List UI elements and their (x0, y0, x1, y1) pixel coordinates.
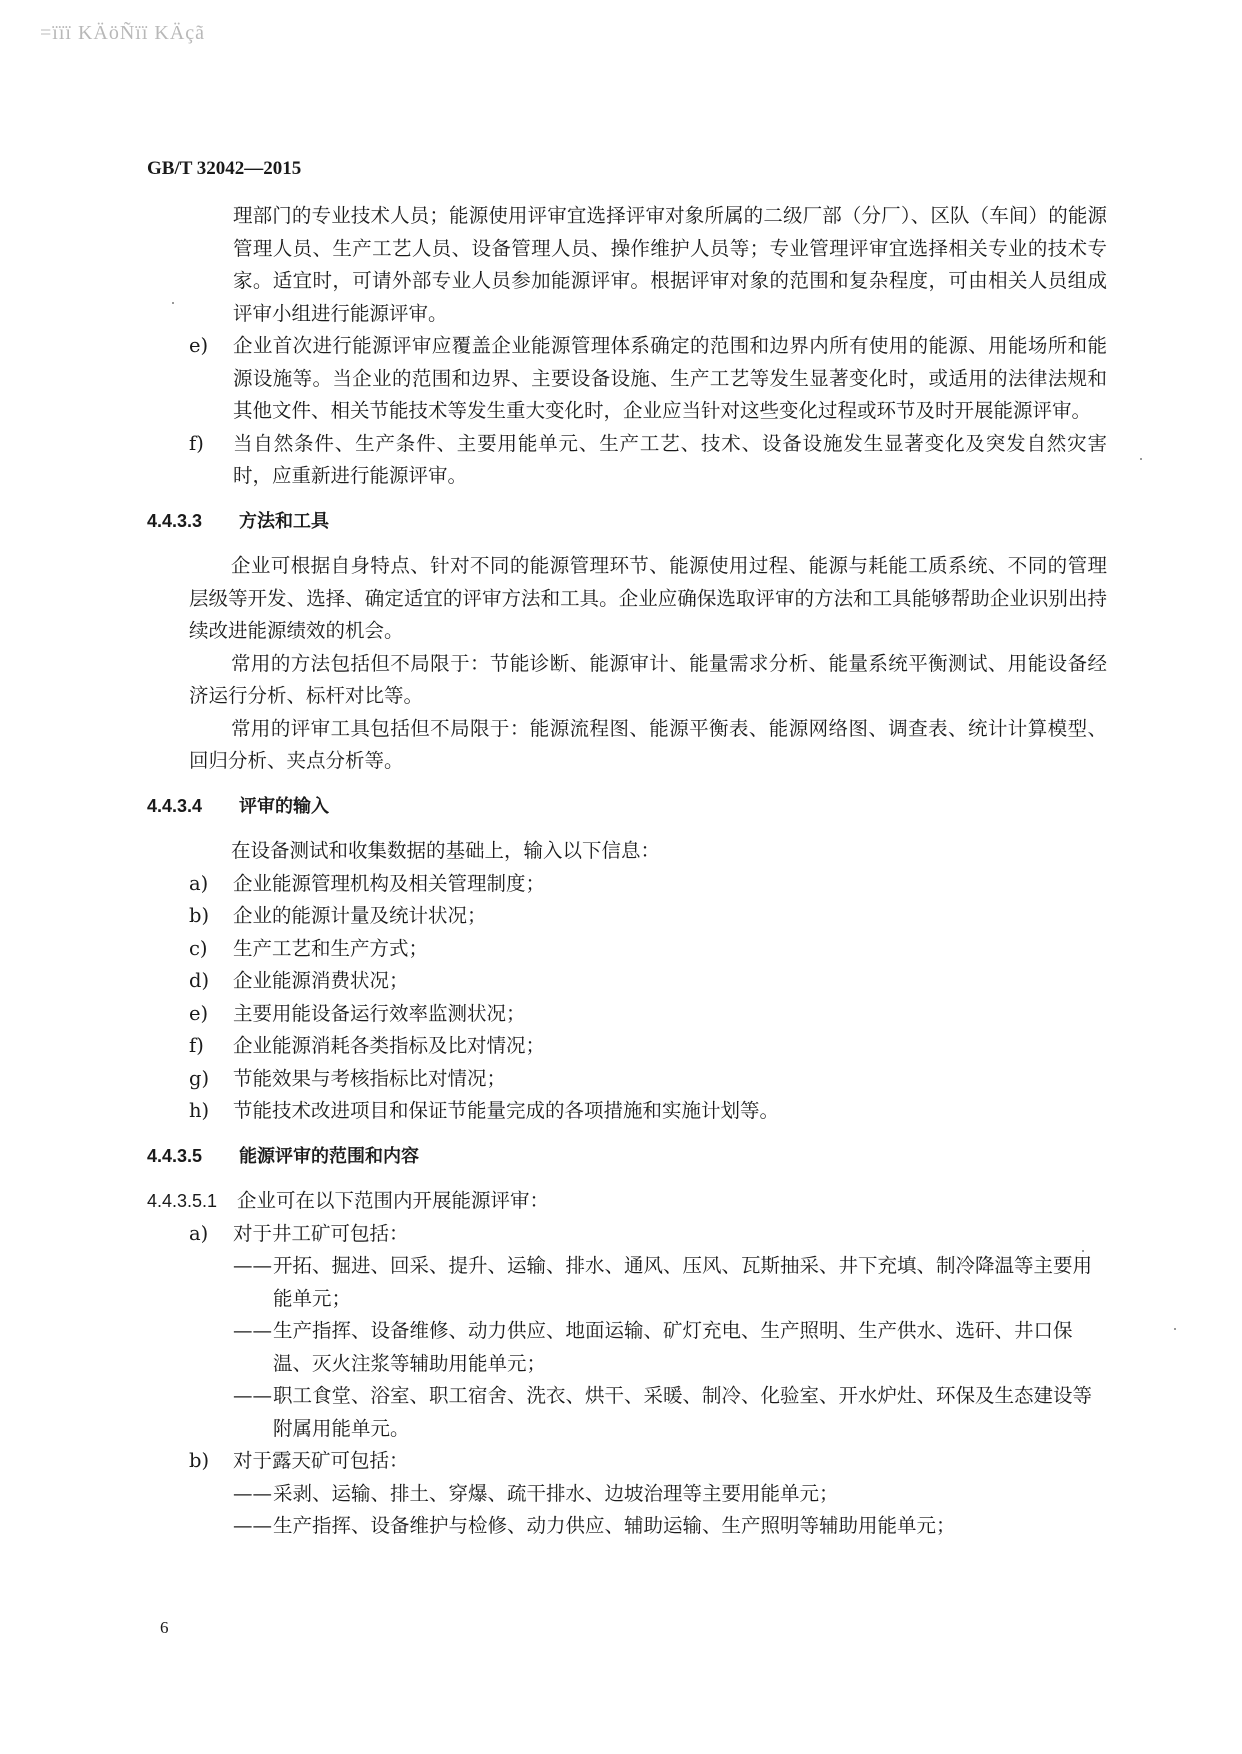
item-text: 企业能源消费状况； (233, 969, 409, 992)
list-item (147, 1030, 1107, 1063)
item-marker: f) (189, 1034, 204, 1057)
document-code: GB/T 32042—2015 (147, 158, 302, 179)
dash-marker: —— (233, 1514, 272, 1537)
item-marker: h) (189, 1099, 210, 1122)
scan-speck (1140, 458, 1142, 460)
dash-marker: —— (233, 1254, 272, 1277)
paragraph: 常用的方法包括但不局限于：节能诊断、能源审计、能量需求分析、能量系统平衡测试、用能设备经济运行分析、标杆对比等。 (189, 651, 1107, 707)
list-item-b (147, 1445, 1107, 1478)
dash-text: 生产指挥、设备维护与检修、动力供应、辅助运输、生产照明等辅助用能单元； (273, 1514, 956, 1537)
item-marker: g) (189, 1066, 210, 1090)
dash-text: 生产指挥、设备维修、动力供应、地面运输、矿灯充电、生产照明、生产供水、选矸、井口保温、灭火注浆等辅助用能单元； (273, 1319, 1073, 1375)
list-item (147, 1063, 1107, 1096)
section-heading-4434 (147, 790, 1107, 824)
list-item-a (147, 1218, 1107, 1251)
list-item-e (147, 330, 1107, 428)
subsection-4435-1 (147, 1185, 1107, 1218)
section-title: 方法和工具 (239, 510, 329, 532)
section-number: 4.4.3.4 (147, 795, 203, 816)
item-text: 节能效果与考核指标比对情况； (233, 1066, 507, 1090)
section-number: 4.4.3.3 (147, 510, 203, 531)
dash-text: 职工食堂、浴室、职工宿舍、洗衣、烘干、采暖、制冷、化验室、开水炉灶、环保及生态建设等附属用能单元。 (273, 1384, 1093, 1440)
section-title: 评审的输入 (239, 795, 329, 817)
item-text: 企业的能源计量及统计状况； (233, 904, 487, 927)
item-text: 对于露天矿可包括： (233, 1449, 409, 1472)
watermark: =ïïï KÄöÑïï KÄçã (40, 22, 206, 44)
dash-item (147, 1250, 1107, 1315)
item-text: 企业能源管理机构及相关管理制度； (233, 871, 546, 895)
section-intro: 在设备测试和收集数据的基础上，输入以下信息： (231, 839, 661, 862)
scan-speck (1174, 1328, 1176, 1330)
item-text: 对于井工矿可包括： (233, 1221, 409, 1245)
page-number: 6 (160, 1618, 169, 1637)
continuation-paragraph: 理部门的专业技术人员；能源使用评审宜选择评审对象所属的二级厂部（分厂）、区队（车间）的能源管理人员、生产工艺人员、设备管理人员、操作维护人员等；专业管理评审宜选择相关专业的技术专家。适宜时，可请外部专业人员参加能源评审。根据评审对象的范围和复杂程度，可由相关人员组成评审小组进行能源评审。 (233, 204, 1107, 325)
paragraph: 常用的评审工具包括但不局限于：能源流程图、能源平衡表、能源网络图、调查表、统计计算模型、回归分析、夹点分析等。 (189, 716, 1107, 772)
item-text: 生产工艺和生产方式； (233, 936, 429, 960)
item-marker: e) (189, 334, 209, 357)
list-item (147, 965, 1107, 998)
list-item-f (147, 428, 1107, 493)
section-number: 4.4.3.5 (147, 1145, 203, 1166)
item-text: 节能技术改进项目和保证节能量完成的各项措施和实施计划等。 (233, 1099, 780, 1122)
dash-item (147, 1510, 1107, 1543)
item-marker: f) (189, 431, 204, 455)
item-text: 企业能源消耗各类指标及比对情况； (233, 1034, 546, 1057)
dash-text: 采剥、运输、排土、穿爆、疏干排水、边坡治理等主要用能单元； (273, 1481, 839, 1505)
list-item (147, 933, 1107, 966)
item-text: 主要用能设备运行效率监测状况； (233, 1001, 526, 1025)
section-heading-4433 (147, 505, 1107, 539)
item-marker: e) (189, 1001, 209, 1025)
item-marker: b) (189, 904, 210, 927)
scan-speck (1082, 1250, 1084, 1252)
dash-item (147, 1315, 1107, 1380)
item-marker: d) (189, 969, 210, 992)
list-item (147, 900, 1107, 933)
item-text: 当自然条件、生产条件、主要用能单元、生产工艺、技术、设备设施发生显著变化及突发自然灾害时，应重新进行能源评审。 (233, 431, 1107, 487)
dash-item (147, 1478, 1107, 1511)
list-item (147, 868, 1107, 901)
item-text: 企业首次进行能源评审应覆盖企业能源管理体系确定的范围和边界内所有使用的能源、用能场所和能源设施等。当企业的范围和边界、主要设备设施、生产工艺等发生显著变化时，或适用的法律法规和其他文件、相关节能技术等发生重大变化时，企业应当针对这些变化过程或环节及时开展能源评审。 (233, 334, 1107, 422)
subsection-number: 4.4.3.5.1 (147, 1191, 218, 1211)
item-marker: a) (189, 1221, 209, 1245)
subsection-intro: 企业可在以下范围内开展能源评审： (237, 1189, 550, 1212)
page-content (147, 200, 1107, 1543)
item-marker: a) (189, 871, 209, 895)
item-marker: c) (189, 936, 208, 960)
item-marker: b) (189, 1449, 210, 1472)
dash-marker: —— (233, 1481, 272, 1505)
scan-speck (172, 302, 174, 304)
list-item (147, 998, 1107, 1031)
dash-item (147, 1380, 1107, 1445)
paragraph: 企业可根据自身特点、针对不同的能源管理环节、能源使用过程、能源与耗能工质系统、不同的管理层级等开发、选择、确定适宜的评审方法和工具。企业应确保选取评审的方法和工具能够帮助企业识别出持续改进能源绩效的机会。 (189, 554, 1107, 642)
dash-marker: —— (233, 1384, 272, 1407)
dash-marker: —— (233, 1319, 272, 1342)
dash-text: 开拓、掘进、回采、提升、运输、排水、通风、压风、瓦斯抽采、井下充填、制冷降温等主要用能单元； (273, 1254, 1093, 1310)
section-heading-4435 (147, 1140, 1107, 1174)
section-title: 能源评审的范围和内容 (239, 1145, 419, 1167)
list-item (147, 1095, 1107, 1128)
